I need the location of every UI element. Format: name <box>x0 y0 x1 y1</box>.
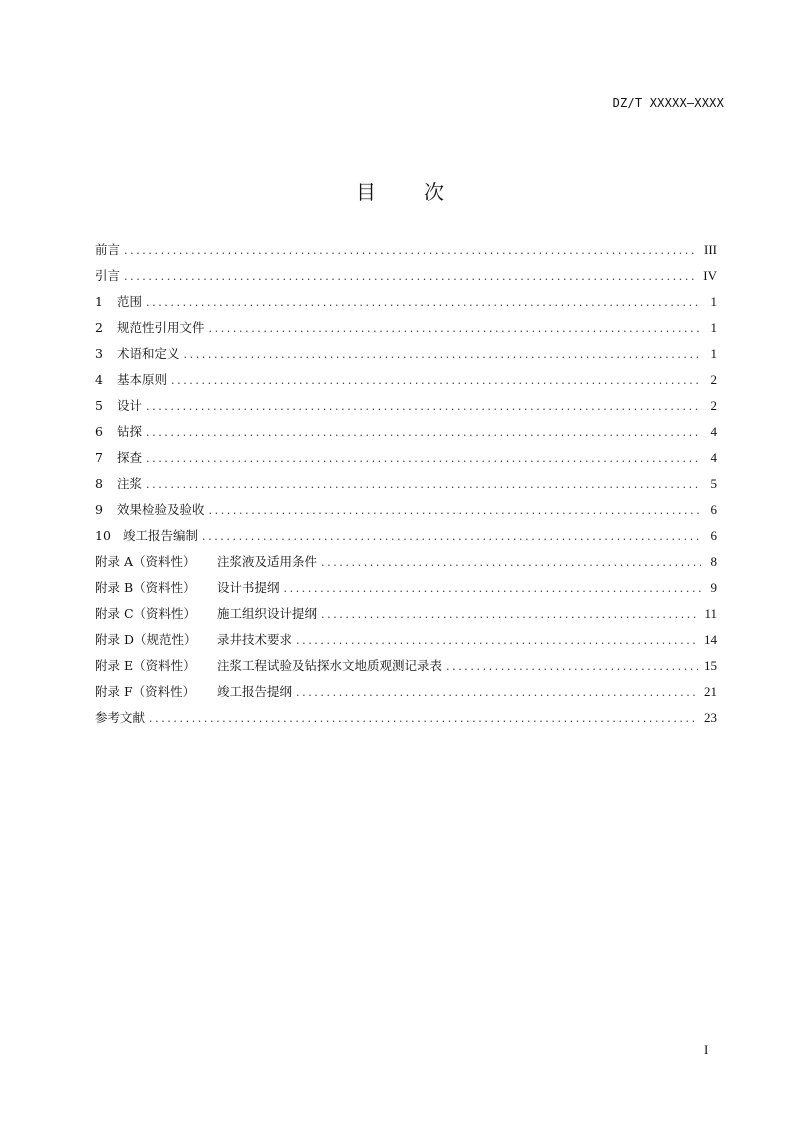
toc-entry-title: 范围 <box>117 294 143 309</box>
toc-entry-title: 注浆工程试验及钻探水文地质观测记录表 <box>217 658 443 673</box>
leader-dots <box>321 608 698 621</box>
leader-dots <box>202 530 701 543</box>
toc-entry-number: 10 <box>95 528 111 543</box>
toc-entry-foreword[interactable] <box>95 240 717 266</box>
table-of-contents <box>95 240 717 734</box>
leader-dots <box>124 244 698 257</box>
toc-entry-page: 11 <box>704 606 717 621</box>
toc-entry-8[interactable] <box>95 474 717 500</box>
leader-dots <box>146 400 701 413</box>
toc-entry-title: 基本原则 <box>117 372 168 387</box>
toc-entry-7[interactable] <box>95 448 717 474</box>
toc-entry-6[interactable] <box>95 422 717 448</box>
toc-appendix-label: 附录 A（资料性） <box>95 554 196 569</box>
document-code: DZ/T XXXXX—XXXX <box>612 96 724 110</box>
toc-entry-number: 2 <box>95 320 103 335</box>
toc-entry-page: 2 <box>710 372 717 387</box>
toc-entry-page: 4 <box>710 424 717 439</box>
toc-entry-page: 9 <box>710 580 717 595</box>
toc-entry-title: 探查 <box>117 450 143 465</box>
leader-dots <box>321 556 701 569</box>
toc-entry-page: 2 <box>710 398 717 413</box>
toc-entry-title: 效果检验及验收 <box>117 502 205 517</box>
leader-dots <box>209 504 701 517</box>
toc-entry-10[interactable] <box>95 526 717 552</box>
toc-entry-appendix-d[interactable] <box>95 630 717 656</box>
page-title <box>0 176 800 205</box>
toc-entry-number: 4 <box>95 372 103 387</box>
toc-entry-title: 钻探 <box>117 424 143 439</box>
toc-entry-appendix-e[interactable] <box>95 656 717 682</box>
leader-dots <box>171 374 701 387</box>
toc-entry-appendix-f[interactable] <box>95 682 717 708</box>
toc-entry-page: 14 <box>704 632 717 647</box>
toc-entry-page: 8 <box>710 554 717 569</box>
toc-entry-page: 1 <box>710 346 717 361</box>
toc-entry-number: 3 <box>95 346 103 361</box>
leader-dots <box>209 322 701 335</box>
toc-entry-title: 设计书提纲 <box>217 580 280 595</box>
leader-dots <box>146 478 701 491</box>
toc-entry-5[interactable] <box>95 396 717 422</box>
toc-entry-page: 6 <box>710 502 717 517</box>
toc-entry-page: 4 <box>710 450 717 465</box>
toc-appendix-label: 附录 D（规范性） <box>95 632 197 647</box>
toc-entry-title: 引言 <box>95 268 121 283</box>
toc-entry-number: 9 <box>95 502 103 517</box>
toc-entry-2[interactable] <box>95 318 717 344</box>
leader-dots <box>284 582 701 595</box>
toc-entry-introduction[interactable] <box>95 266 717 292</box>
toc-entry-number: 7 <box>95 450 103 465</box>
toc-entry-1[interactable] <box>95 292 717 318</box>
toc-entry-number: 6 <box>95 424 103 439</box>
leader-dots <box>146 296 701 309</box>
leader-dots <box>296 686 698 699</box>
toc-entry-title: 设计 <box>117 398 143 413</box>
toc-appendix-label: 附录 C（资料性） <box>95 606 197 621</box>
leader-dots <box>124 270 697 283</box>
toc-entry-appendix-b[interactable] <box>95 578 717 604</box>
leader-dots <box>184 348 701 361</box>
leader-dots <box>149 712 698 725</box>
toc-entry-number: 8 <box>95 476 103 491</box>
toc-entry-title: 术语和定义 <box>117 346 180 361</box>
toc-entry-title: 录井技术要求 <box>217 632 293 647</box>
toc-entry-page: 21 <box>704 684 717 699</box>
toc-entry-appendix-c[interactable] <box>95 604 717 630</box>
toc-entry-title: 注浆 <box>117 476 143 491</box>
toc-appendix-label: 附录 E（资料性） <box>95 658 196 673</box>
toc-appendix-label: 附录 B（资料性） <box>95 580 196 595</box>
toc-entry-title: 施工组织设计提纲 <box>217 606 318 621</box>
toc-entry-number: 5 <box>95 398 103 413</box>
toc-entry-9[interactable] <box>95 500 717 526</box>
leader-dots <box>296 634 698 647</box>
toc-entry-number: 1 <box>95 294 103 309</box>
toc-entry-page: 5 <box>710 476 717 491</box>
toc-entry-title: 注浆液及适用条件 <box>217 554 318 569</box>
toc-entry-title: 竣工报告编制 <box>123 528 199 543</box>
toc-entry-page: 6 <box>710 528 717 543</box>
toc-entry-page: III <box>704 242 717 257</box>
leader-dots <box>146 452 701 465</box>
toc-entry-title: 规范性引用文件 <box>117 320 205 335</box>
toc-appendix-label: 附录 F（资料性） <box>95 684 196 699</box>
toc-entry-title: 前言 <box>95 242 121 257</box>
toc-entry-page: 15 <box>704 658 717 673</box>
toc-entry-4[interactable] <box>95 370 717 396</box>
toc-entry-3[interactable] <box>95 344 717 370</box>
toc-entry-page: 23 <box>704 710 717 725</box>
toc-entry-page: 1 <box>710 320 717 335</box>
leader-dots <box>146 426 701 439</box>
toc-entry-title: 竣工报告提纲 <box>217 684 293 699</box>
toc-entry-references[interactable] <box>95 708 717 734</box>
title-char-2: 次 <box>424 180 444 204</box>
page-number: I <box>704 1042 709 1057</box>
leader-dots <box>446 660 698 673</box>
toc-entry-page: IV <box>703 268 717 283</box>
toc-entry-title: 参考文献 <box>95 710 146 725</box>
title-char-1: 目 <box>356 180 376 204</box>
toc-entry-page: 1 <box>710 294 717 309</box>
toc-entry-appendix-a[interactable] <box>95 552 717 578</box>
